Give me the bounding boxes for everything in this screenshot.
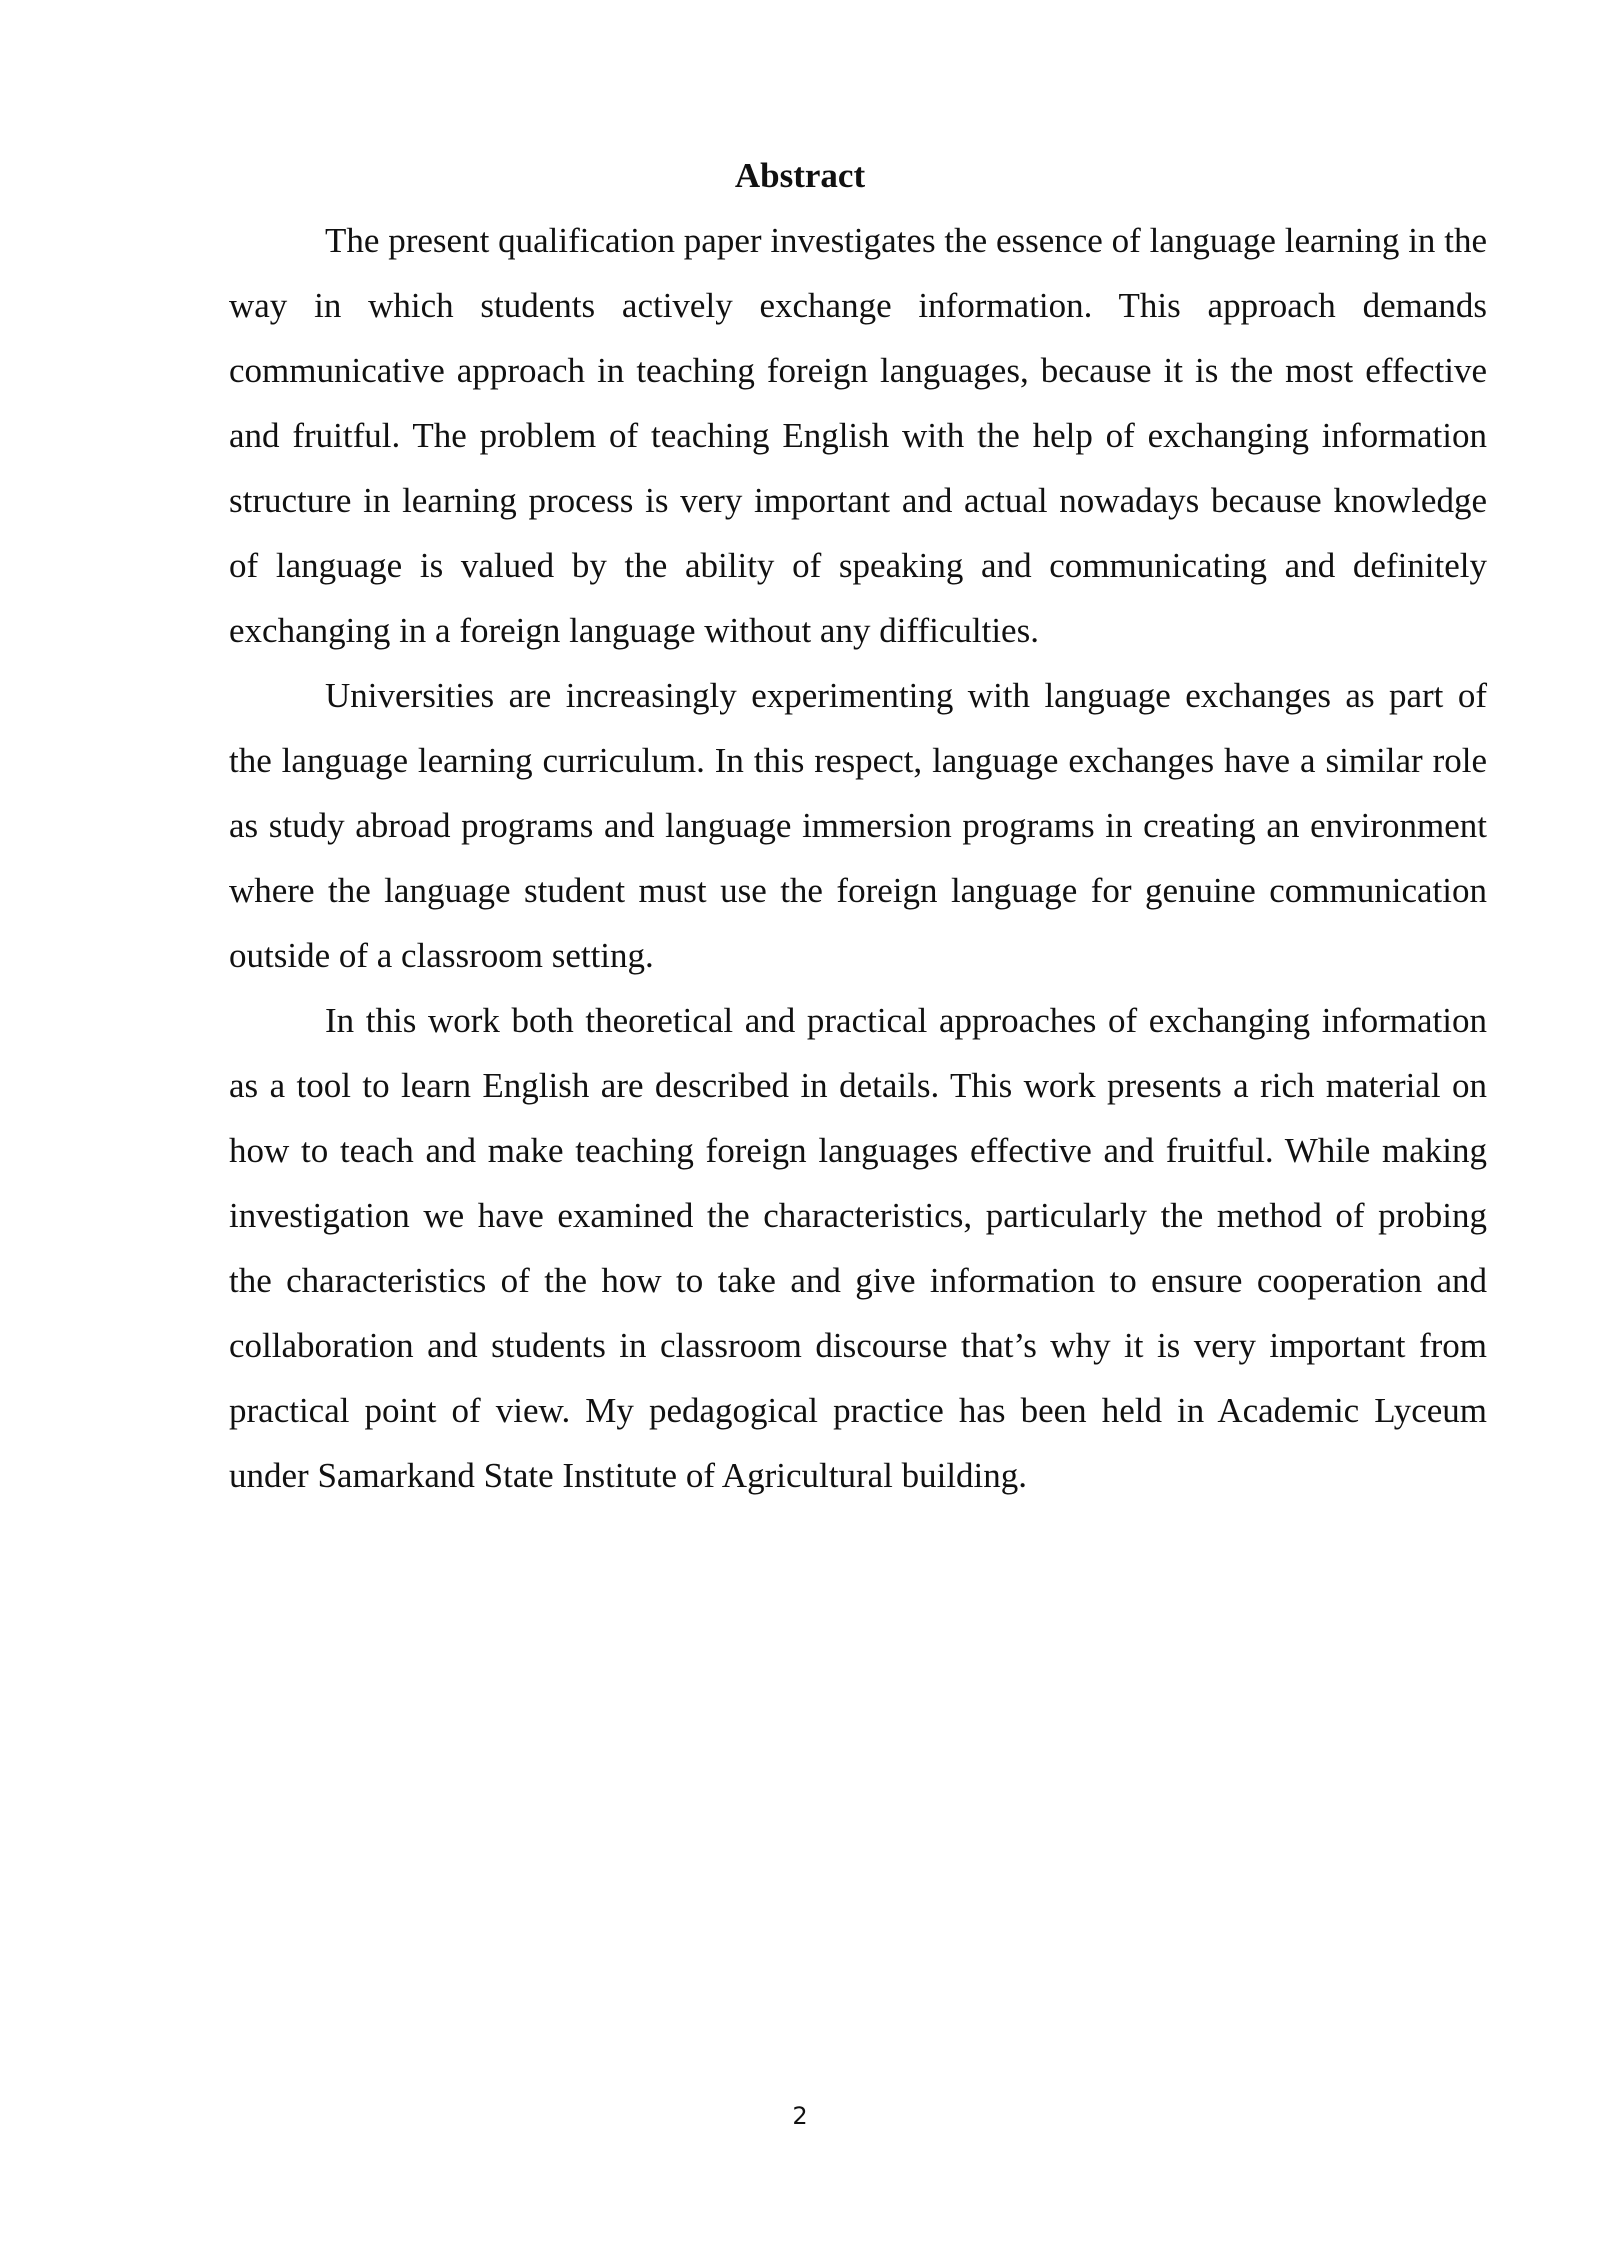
abstract-paragraph-2: Universities are increasingly experimenting with language exchanges as part of the language learning curriculum. In this respect, language exchanges have a similar role as study abroad programs and language immersion programs in creating an environment where the language student must use the foreign language for genuine communication outside of a classroom setting. [229,676,1487,975]
abstract-paragraph-1: The present qualification paper investigates the essence of language learning in the way in which students actively exchange information. This approach demands communicative approach in teaching foreign languages, because it is the most effective and fruitful. The problem of teaching English with the help of exchanging information structure in learning process is very important and actual nowadays because knowledge of language is valued by the ability of speaking and communicating and definitely exchanging in a foreign language without any difficulties. [229,221,1487,650]
abstract-heading: Abstract [734,156,866,195]
page-number: 2 [792,2102,808,2130]
abstract-body [229,208,1487,1508]
abstract-paragraph-3: In this work both theoretical and practical approaches of exchanging information as a tool to learn English are described in details. This work presents a rich material on how to teach and make teaching foreign languages effective and fruitful. While making investigation we have examined the characteristics, particularly the method of probing the characteristics of the how to take and give information to ensure cooperation and collaboration and students in classroom discourse that’s why it is very important from practical point of view. My pedagogical practice has been held in Academic Lyceum under Samarkand State Institute of Agricultural building. [229,1001,1487,1495]
